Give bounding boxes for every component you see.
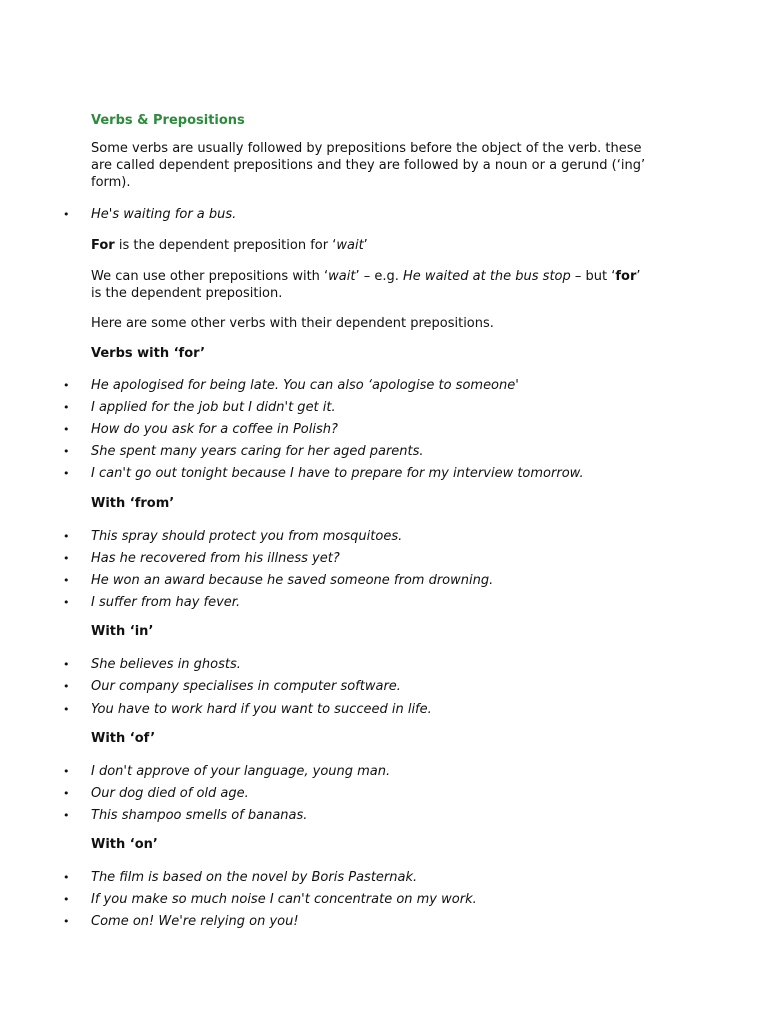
for-rest: is the dependent preposition for ‘	[114, 238, 337, 253]
list-item	[0, 785, 768, 803]
for-word: For	[91, 238, 115, 253]
section-heading-in: With ‘in’	[91, 624, 154, 639]
list-item	[0, 465, 768, 483]
other-line-1-example: He waited at the bus stop	[403, 269, 571, 284]
here-are-paragraph: Here are some other verbs with their dependent prepositions.	[91, 316, 494, 331]
bullet-dot: •	[63, 596, 70, 609]
list-item-text: Our dog died of old age.	[91, 786, 249, 801]
list-item-text: If you make so much noise I can't concentrate on my work.	[91, 892, 477, 907]
bullet-dot: •	[63, 423, 70, 436]
list-item-text: She believes in ghosts.	[91, 657, 241, 672]
list-item	[0, 678, 768, 696]
other-line-1-for: for	[615, 269, 637, 284]
list-item-text: The film is based on the novel by Boris Pasternak.	[91, 870, 418, 885]
list-item	[0, 443, 768, 461]
list-item	[0, 913, 768, 931]
list-item-text: This spray should protect you from mosquitoes.	[91, 529, 403, 544]
other-line-1-d: ’	[636, 269, 641, 284]
bullet-dot: •	[63, 445, 70, 458]
bullet-dot: •	[63, 703, 70, 716]
list-item	[0, 399, 768, 417]
list-item-text: I don't approve of your language, young man.	[91, 764, 391, 779]
list-item-text: He won an award because he saved someone from drowning.	[91, 573, 494, 588]
section-heading-from: With ‘from’	[91, 496, 175, 511]
list-item	[0, 891, 768, 909]
list-item-text: How do you ask for a coffee in Polish?	[91, 422, 338, 437]
list-item	[0, 594, 768, 612]
section-heading-for: Verbs with ‘for’	[91, 346, 206, 361]
bullet-dot: •	[63, 530, 70, 543]
page-title: Verbs & Prepositions	[91, 113, 245, 128]
bullet-dot: •	[63, 680, 70, 693]
bullet-dot: •	[63, 787, 70, 800]
section-heading-of: With ‘of’	[91, 731, 156, 746]
intro-paragraph	[91, 140, 691, 191]
intro-line-3: form).	[91, 175, 131, 190]
list-item-text: This shampoo smells of bananas.	[91, 808, 308, 823]
list-item-text: She spent many years caring for her aged parents.	[91, 444, 424, 459]
list-item-text: I suffer from hay fever.	[91, 595, 241, 610]
for-explanation	[91, 237, 691, 254]
bullet-dot: •	[63, 379, 70, 392]
list-item-text: Our company specialises in computer software.	[91, 679, 401, 694]
example-bullet	[0, 206, 768, 224]
intro-line-2: are called dependent prepositions and they are followed by a noun or a gerund (‘ing’	[91, 158, 646, 173]
list-item	[0, 807, 768, 825]
bullet-dot: •	[63, 208, 70, 221]
bullet-dot: •	[63, 658, 70, 671]
list-item-text: You have to work hard if you want to succeed in life.	[91, 702, 432, 717]
for-end: ’	[363, 238, 368, 253]
other-line-1-b: ’ – e.g.	[355, 269, 404, 284]
bullet-dot: •	[63, 893, 70, 906]
bullet-dot: •	[63, 765, 70, 778]
list-item-text: I applied for the job but I didn't get it.	[91, 400, 336, 415]
list-item	[0, 763, 768, 781]
bullet-dot: •	[63, 574, 70, 587]
intro-line-1: Some verbs are usually followed by prepositions before the object of the verb. these	[91, 141, 642, 156]
other-line-1-wait: wait	[328, 269, 356, 284]
list-item	[0, 550, 768, 568]
section-heading-on: With ‘on’	[91, 837, 158, 852]
list-item-text: Come on! We're relying on you!	[91, 914, 299, 929]
other-line-1-c: – but ‘	[570, 269, 616, 284]
list-item-text: He apologised for being late. You can also ‘apologise to someone'	[91, 378, 519, 393]
example-sentence: He's waiting for a bus.	[91, 207, 237, 222]
bullet-dot: •	[63, 552, 70, 565]
list-item	[0, 528, 768, 546]
other-line-1-a: We can use other prepositions with ‘	[91, 269, 329, 284]
bullet-dot: •	[63, 401, 70, 414]
list-item-text: Has he recovered from his illness yet?	[91, 551, 340, 566]
bullet-dot: •	[63, 871, 70, 884]
bullet-dot: •	[63, 809, 70, 822]
list-item	[0, 421, 768, 439]
list-item	[0, 377, 768, 395]
bullet-dot: •	[63, 467, 70, 480]
other-line-2: is the dependent preposition.	[91, 286, 283, 301]
list-item-text: I can't go out tonight because I have to prepare for my interview tomorrow.	[91, 466, 584, 481]
other-prepositions-paragraph	[91, 268, 691, 302]
other-line-1	[91, 268, 691, 285]
for-wait: wait	[336, 238, 364, 253]
list-item	[0, 572, 768, 590]
bullet-dot: •	[63, 915, 70, 928]
list-item	[0, 656, 768, 674]
list-item	[0, 701, 768, 719]
list-item	[0, 869, 768, 887]
